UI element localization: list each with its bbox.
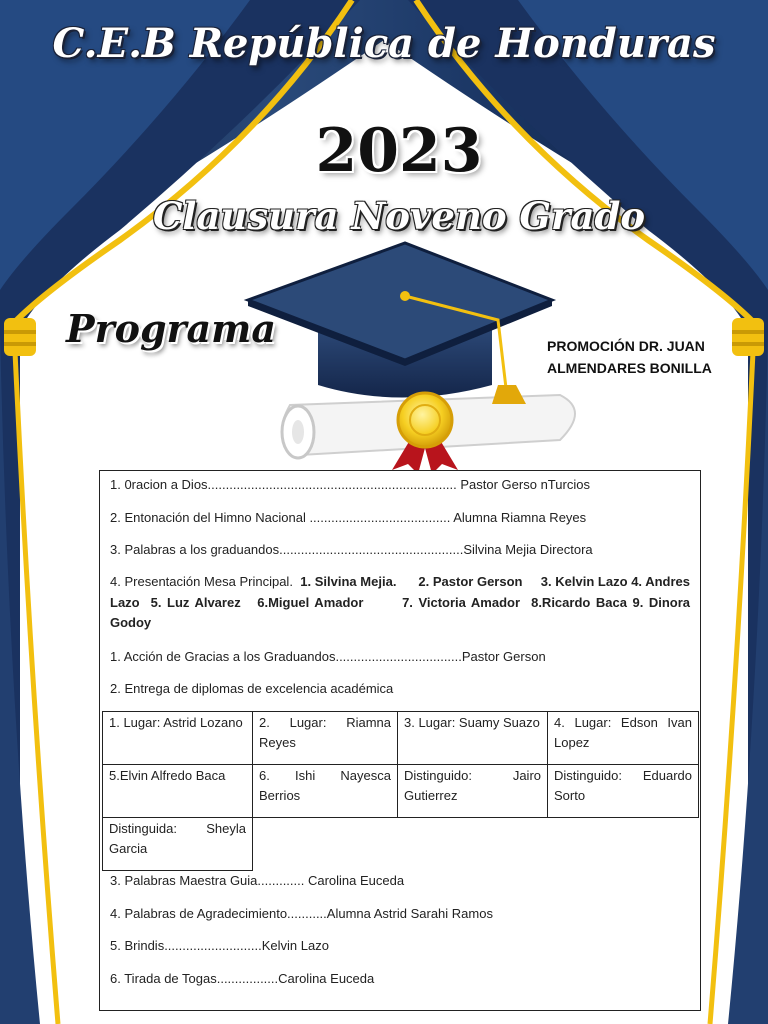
mesa-member: 4. Andres Lazo	[110, 574, 690, 610]
award-cell: 1. Lugar: Astrid Lozano	[103, 712, 253, 765]
seal-ribbon-icon	[392, 393, 458, 474]
mesa-member: 6.Miguel Amador	[257, 594, 364, 610]
mesa-member: 5. Luz Alvarez	[150, 594, 241, 610]
program-box	[99, 470, 701, 1011]
graduation-cap-icon	[248, 243, 552, 404]
table-row	[103, 818, 699, 871]
mesa-member: 7. Victoria Amador	[402, 594, 521, 610]
mesa-member: 8.Ricardo Baca	[531, 594, 627, 610]
promocion-title	[547, 335, 747, 379]
table-row	[103, 712, 699, 765]
program-item-tirada-togas: 6. Tirada de Togas.................Carolina Euceda	[110, 971, 375, 986]
mesa-member: 9. Dinora Godoy	[110, 594, 690, 630]
promocion-line-2: ALMENDARES BONILLA	[547, 360, 712, 376]
promocion-line-1: PROMOCIÓN DR. JUAN	[547, 338, 705, 354]
event-title: Clausura Noveno Grado	[152, 194, 646, 238]
program-item-agradecimiento: 4. Palabras de Agradecimiento...........Alumna Astrid Sarahi Ramos	[110, 906, 493, 921]
awards-table	[102, 711, 699, 871]
award-cell: 6. Ishi Nayesca Berrios	[253, 765, 398, 818]
program-item-oracion: 1. 0racion a Dios..................................................................... Pastor Gerso nTurcios	[110, 477, 590, 492]
program-item-himno: 2. Entonación del Himno Nacional ....................................... Alumna Riamna Reyes	[110, 510, 587, 525]
award-cell: 5.Elvin Alfredo Baca	[103, 765, 253, 818]
award-cell: 2. Lugar: Riamna Reyes	[253, 712, 398, 765]
award-cell: Distinguido: Eduardo Sorto	[548, 765, 699, 818]
program-item-maestra-guia: 3. Palabras Maestra Guia............. Carolina Euceda	[110, 873, 405, 888]
program-item-diplomas: 2. Entrega de diplomas de excelencia académica	[110, 681, 394, 696]
award-cell: 3. Lugar: Suamy Suazo	[398, 712, 548, 765]
program-item-brindis: 5. Brindis...........................Kelvin Lazo	[110, 938, 329, 953]
program-item-accion-gracias: 1. Acción de Gracias a los Graduandos...................................Pastor Gerson	[110, 649, 546, 664]
award-cell: Distinguida: Sheyla Garcia	[103, 818, 253, 871]
award-cell: 4. Lugar: Edson Ivan Lopez	[548, 712, 699, 765]
mesa-intro: 4. Presentación Mesa Principal.	[110, 574, 293, 589]
table-row	[103, 765, 699, 818]
year-heading: 2023	[315, 116, 483, 186]
award-cell: Distinguido: Jairo Gutierrez	[398, 765, 548, 818]
empty-cell	[253, 818, 699, 871]
left-tieback	[4, 318, 36, 356]
school-title: C.E.B República de Honduras	[52, 20, 716, 67]
programa-heading: Programa	[66, 306, 276, 351]
program-item-palabras-graduandos: 3. Palabras a los graduandos...................................................Silvina Mejia Directora	[110, 542, 593, 557]
mesa-member: 1. Silvina Mejia.	[300, 574, 397, 589]
program-item-mesa-principal	[110, 572, 690, 634]
mesa-member: 3. Kelvin Lazo	[540, 574, 628, 589]
mesa-member: 2. Pastor Gerson	[418, 574, 523, 589]
